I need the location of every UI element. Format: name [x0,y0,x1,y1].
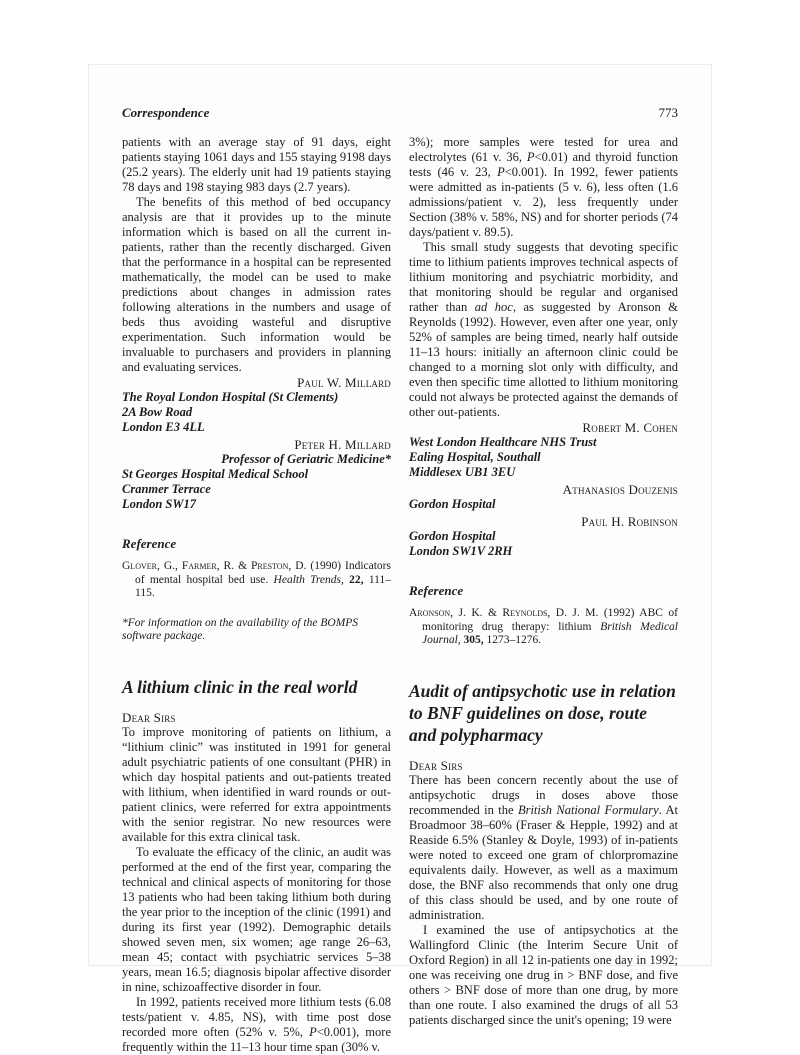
reference-heading: Reference [409,583,464,598]
address-west-london-nhs [409,435,678,480]
letter-title-lithium-clinic: A lithium clinic in the real world [122,676,358,697]
scanned-journal-page [88,64,712,1054]
page-number: 773 [658,105,678,120]
audit-paragraph-1: There has been concern recently about the use of antipsychotic drugs in doses above those recommended in the British National Formulary. At Broadmoor 38–60% (Fraser & Hepple, 1992) and at Reaside 6.5% (Stanley & Doyle, 1993) of in-patients were noted to exceed one gram of chlorpromazine equivalents daily. However, as well as a maximum dose, the BNF also recommends that only one drug of this class should be used, and by one route of administration. [409,772,679,922]
address-line: St Georges Hospital Medical School [122,467,309,481]
address-line: Gordon Hospital [409,529,496,543]
address-line: London SW17 [122,497,196,511]
address-line: 2A Bow Road [122,405,193,419]
address-line: Gordon Hospital [409,497,496,511]
signature-robert-m-cohen: Robert M. Cohen [582,420,678,435]
signature-paul-w-millard: Paul W. Millard [297,375,391,390]
address-line: London E3 4LL [122,420,205,434]
address-gordon-hospital-2 [409,529,678,559]
address-gordon-hospital-1 [409,497,678,512]
salutation: Dear Sirs [409,757,463,773]
page-content [89,65,711,1055]
letter-title-antipsychotic-audit: Audit of antipsychotic use in relation to BNF guidelines on dose, route and polypharmacy [409,680,676,745]
signature-role: Professor of Geriatric Medicine* [221,452,391,466]
signature-athanasios-douzenis: Athanasios Douzenis [562,482,678,497]
running-head: Correspondence [122,105,210,120]
lithium-paragraph-1: To improve monitoring of patients on lithium, a “lithium clinic” was instituted in 1991 for general adult psychiatric patients of one consultant (PHR) in which day hospital patients and out-patients treated with lithium, when identified in ward rounds or out-patient clinics, were referred for extra appointments with the senior registrar. No new resources were available for this extra clinical task. [122,724,391,844]
address-line: The Royal London Hospital (St Clements) [122,390,339,404]
reference-entry-glover: Glover, G., Farmer, R. & Preston, D. (1990) Indicators of mental hospital bed use. Health Trends, 22, 111–115. [122,560,391,599]
address-line: West London Healthcare NHS Trust [409,435,597,449]
two-column-layout [122,135,678,1055]
salutation: Dear Sirs [122,709,176,725]
bed-occupancy-continuation-paragraph: patients with an average stay of 91 days, eight patients staying 1061 days and 155 staying 9198 days (25.2 years). The elderly unit had 19 patients staying 78 days and 198 staying 983 days (2.7 years). [122,135,391,194]
lithium-continuation-paragraph: 3%); more samples were tested for urea and electrolytes (61 v. 36, P<0.01) and thyroid function tests (46 v. 23, P<0.001). In 1992, fewer patients were admitted as in-patients (5 v. 6), less often (1.6 admissions/patient v. 2), less frequently under Section (38% v. 58%, NS) and for shorter periods (74 days/patient v. 89.5). [409,135,679,239]
signature-paul-h-robinson: Paul H. Robinson [581,514,678,529]
address-line: London SW1V 2RH [409,544,513,558]
signature-peter-h-millard: Peter H. Millard [294,437,391,452]
reference-entry-aronson: Aronson, J. K. & Reynolds, D. J. M. (1992) ABC of monitoring drug therapy: lithium British Medical Journal, 305, 1273–1276. [409,607,678,646]
address-st-georges [122,467,391,512]
address-royal-london-hospital [122,390,391,435]
lithium-paragraph-2: To evaluate the efficacy of the clinic, an audit was performed at the end of the first year, comparing the technical and clinical aspects of monitoring for those 13 patients who had been taking lithium both during the year prior to the inception of the clinic (1991) and during its first year (1992). Demographic details showed seven men, six women; age range 26–63, mean 45; contact with psychiatric services 5–38 years, mean 16.5; diagnosis bipolar affective disorder in nine, schizoaffective disorder in four. [122,844,391,994]
right-column [409,135,678,1055]
lithium-discussion-paragraph: This small study suggests that devoting specific time to lithium patients improves technical aspects of lithium monitoring and psychiatric morbidity, and that monitoring should be regular and organised rather than ad hoc, as suggested by Aronson & Reynolds (1992). However, even after one year, only 52% of samples are being timed, nearly half outside 11–13 hours: initially an afternoon clinic could be changed to a morning slot only with difficulty, and even then specific time allotted to lithium monitoring could not always be protected against the demands of other out-patients. [409,240,678,419]
bed-occupancy-benefits-paragraph: The benefits of this method of bed occupancy analysis are that it provides up to the minute information which is based on all the current in-patients, rather than the recently discharged. Given that the performance in a hospital can be represented mathematically, the model can be used to make predictions about changes in admission rates following alterations in the numbers and usage of beds thus avoiding wasteful and disruptive experimentation. Such information would be invaluable to purchasers and providers in planning and evaluating services. [122,195,391,374]
audit-paragraph-2: I examined the use of antipsychotics at the Wallingford Clinic (the Interim Secure Unit of Oxford Region) in all 12 in-patients one day in 1992; one was receiving one drug in > BNF dose, and five others > BNF dose of more than one drug, by more than one route. I also examined the drugs of all 53 patients discharged since the unit's opening; 19 were [409,922,678,1027]
address-line: Cranmer Terrace [122,482,211,496]
reference-heading: Reference [122,536,177,551]
address-line: Middlesex UB1 3EU [409,465,516,479]
page-header [122,105,678,121]
address-line: Ealing Hospital, Southall [409,450,541,464]
lithium-paragraph-3: In 1992, patients received more lithium tests (6.08 tests/patient v. 4.85, NS), with time post dose recorded more often (52% v. 5%, P<0.001), more frequently within the 11–13 hour time span (30% v. [122,994,391,1054]
bomps-footnote: *For information on the availability of the BOMPS software package. [122,616,359,642]
left-column [122,135,391,1055]
